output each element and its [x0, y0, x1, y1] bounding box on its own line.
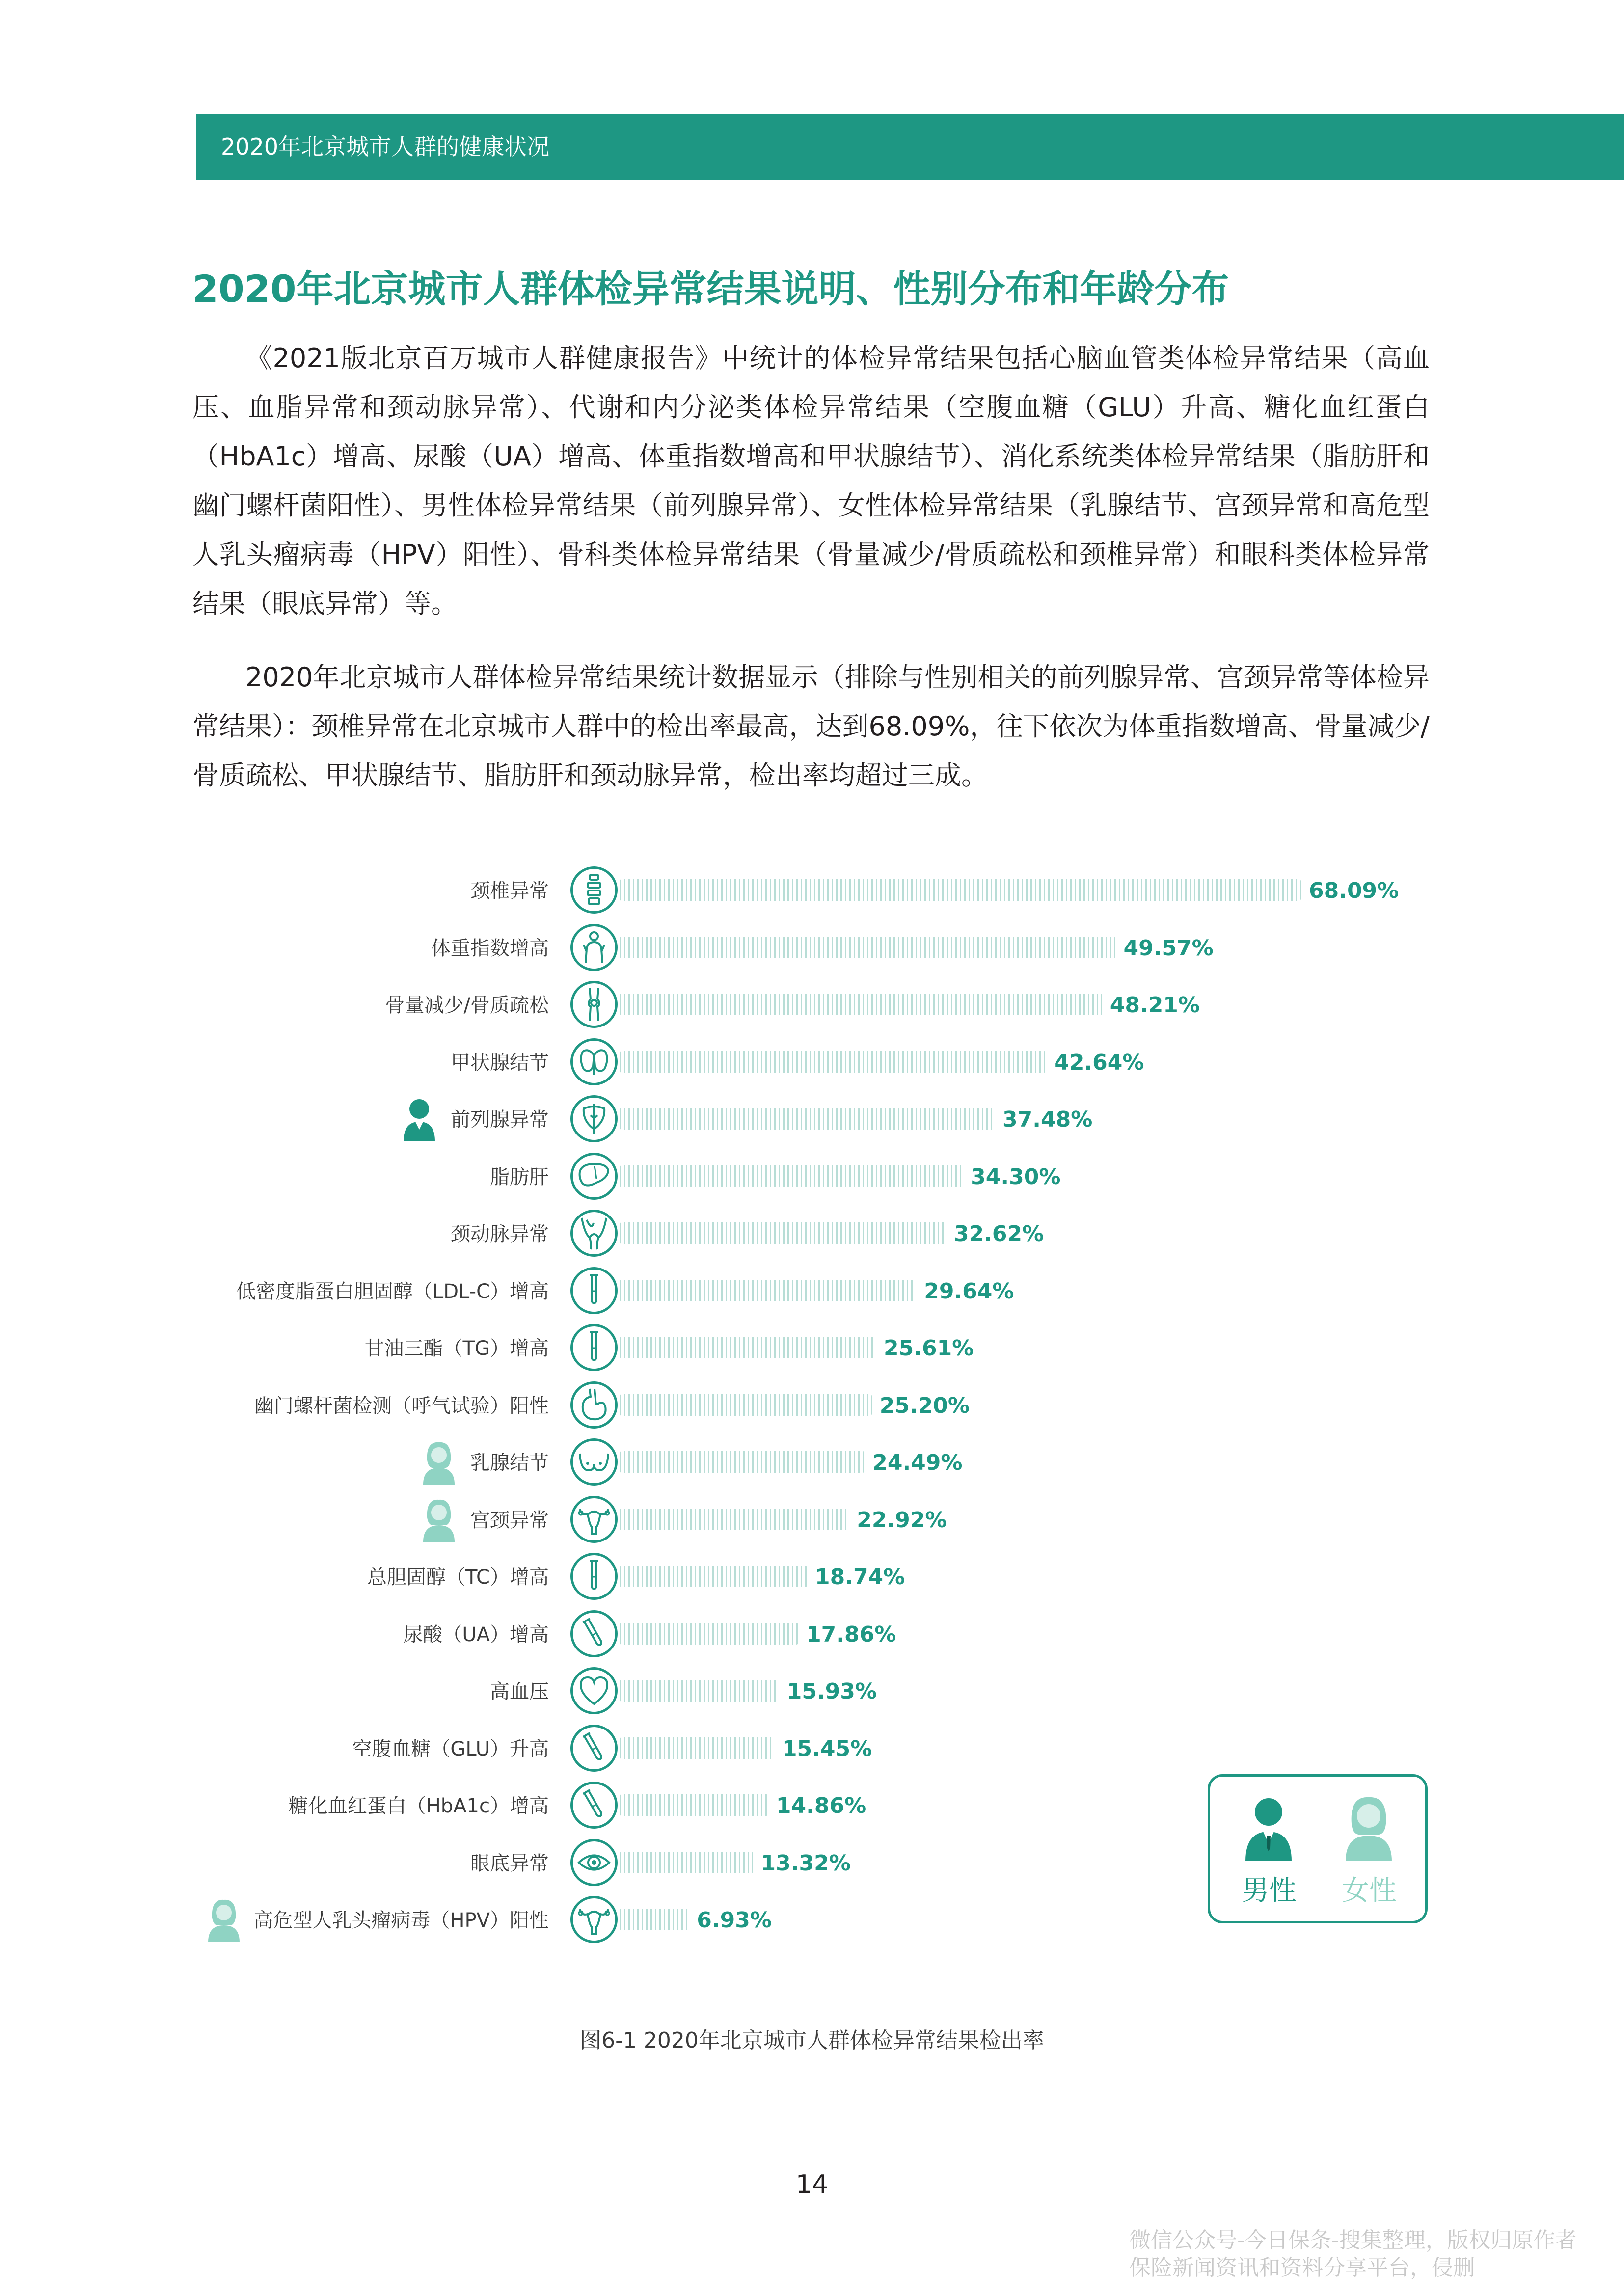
value-label: 29.64%: [924, 1278, 1014, 1304]
breast-icon: [570, 1438, 618, 1486]
value-label: 42.64%: [1054, 1050, 1144, 1075]
uterus-icon: [570, 1496, 618, 1543]
male-person-icon: [402, 1097, 437, 1141]
category-label: 高危型人乳头瘤病毒（HPV）阳性: [253, 1909, 549, 1932]
bar: [620, 1451, 865, 1473]
category-label: 颈动脉异常: [451, 1223, 549, 1245]
uterus-icon: [570, 1896, 618, 1943]
value-label: 18.74%: [815, 1565, 905, 1590]
value-label: 22.92%: [857, 1507, 947, 1533]
chart-row: [0, 981, 1624, 1030]
category-label: 体重指数增高: [431, 937, 549, 960]
category-label: 空腹血糖（GLU）升高: [352, 1737, 549, 1760]
bar: [620, 1794, 768, 1816]
legend-female-label: 女性: [1342, 1875, 1397, 1907]
value-label: 49.57%: [1123, 935, 1214, 961]
category-label: 尿酸（UA）增高: [403, 1623, 549, 1646]
bar: [620, 1852, 753, 1873]
watermark-line-2: 保险新闻资讯和资料分享平台，侵删: [1129, 2255, 1475, 2280]
chart-row: [0, 1667, 1624, 1716]
category-label: 总胆固醇（TC）增高: [367, 1566, 549, 1589]
value-label: 14.86%: [776, 1793, 866, 1818]
chart-row: [0, 1496, 1624, 1545]
bar: [620, 1737, 774, 1759]
section-title: 2020年北京城市人群体检异常结果说明、性别分布和年龄分布: [192, 267, 1229, 311]
chart-row: [0, 1324, 1624, 1373]
category-label: 脂肪肝: [490, 1165, 549, 1189]
chart-row: [0, 1153, 1624, 1202]
page-number: 14: [795, 2170, 829, 2199]
female-person-icon: [206, 1898, 242, 1942]
watermark: [1129, 2227, 1620, 2282]
test-tube-tilted-icon: [570, 1725, 618, 1772]
bar: [620, 1623, 798, 1645]
thyroid-icon: [570, 1038, 618, 1085]
test-tube-icon: [570, 1267, 618, 1314]
bar: [620, 1051, 1046, 1073]
body-paragraph-2: 2020年北京城市人群体检异常结果统计数据显示（排除与性别相关的前列腺异常、宫颈异常等体检异常结果）：颈椎异常在北京城市人群中的检出率最高，达到68.09%，往下依次为体重指数增高、骨量减少/骨质疏松、甲状腺结节、脂肪肝和颈动脉异常，检出率均超过三成。: [192, 662, 1430, 791]
category-label: 甘油三酯（TG）增高: [364, 1337, 549, 1360]
value-label: 13.32%: [760, 1850, 851, 1876]
stomach-icon: [570, 1381, 618, 1429]
knee-icon: [570, 981, 618, 1028]
chart-row: [0, 1267, 1624, 1316]
body-paragraph-1: 《2021版北京百万城市人群健康报告》中统计的体检异常结果包括心脑血管类体检异常结果（高血压、血脂异常和颈动脉异常）、代谢和内分泌类体检异常结果（空腹血糖（GLU）升高、糖化血红蛋白（HbA1c）增高、尿酸（UA）增高、体重指数增高和甲状腺结节）、消化系统类体检异常结果（脂肪肝和幽门螺杆菌阳性）、男性体检异常结果（前列腺异常）、女性体检异常结果（乳腺结节、宫颈异常和高危型人乳头瘤病毒（HPV）阳性）、骨科类体检异常结果（骨量减少/骨质疏松和颈椎异常）和眼科类体检异常结果（眼底异常）等。: [192, 343, 1430, 619]
male-person-icon: [1242, 1794, 1296, 1861]
spine-icon: [570, 866, 618, 914]
bar: [620, 1509, 849, 1530]
bar: [620, 994, 1102, 1015]
bar: [620, 1909, 689, 1930]
category-label: 幽门螺杆菌检测（呼气试验）阳性: [254, 1394, 549, 1417]
legend: [1208, 1774, 1428, 1923]
bar: [620, 1280, 916, 1301]
category-label: 前列腺异常: [451, 1108, 549, 1131]
test-tube-icon: [570, 1324, 618, 1371]
header-title: 2020年北京城市人群的健康状况: [221, 134, 550, 160]
category-label: 低密度脂蛋白胆固醇（LDL-C）增高: [236, 1280, 549, 1303]
chart-row: [0, 1381, 1624, 1431]
bar: [620, 1566, 807, 1587]
category-label: 高血压: [490, 1680, 549, 1703]
value-label: 24.49%: [872, 1450, 963, 1475]
artery-icon: [570, 1210, 618, 1257]
test-tube-tilted-icon: [570, 1610, 618, 1657]
chart-row: [0, 1438, 1624, 1487]
value-label: 17.86%: [806, 1621, 896, 1647]
category-label: 眼底异常: [470, 1852, 549, 1875]
bar: [620, 1108, 995, 1130]
bar: [620, 1222, 946, 1244]
bar: [620, 1165, 963, 1187]
category-label: 宫颈异常: [470, 1509, 549, 1532]
female-person-icon: [421, 1440, 457, 1485]
test-tube-icon: [570, 1553, 618, 1600]
bar: [620, 879, 1301, 901]
bar: [620, 1394, 872, 1416]
chart-row: [0, 1210, 1624, 1259]
legend-male-label: 男性: [1242, 1875, 1297, 1907]
value-label: 37.48%: [1002, 1107, 1093, 1132]
category-label: 颈椎异常: [470, 880, 549, 902]
bar: [620, 1680, 779, 1702]
figure-caption: 图6-1 2020年北京城市人群体检异常结果检出率: [580, 2028, 1044, 2053]
test-tube-tilted-icon: [570, 1782, 618, 1829]
chart-row: [0, 924, 1624, 973]
value-label: 32.62%: [953, 1221, 1044, 1246]
value-label: 48.21%: [1110, 993, 1200, 1018]
category-label: 乳腺结节: [470, 1452, 549, 1474]
category-label: 糖化血红蛋白（HbA1c）增高: [288, 1795, 549, 1817]
female-person-icon: [1342, 1794, 1396, 1861]
value-label: 34.30%: [971, 1164, 1061, 1189]
chart-row: [0, 1095, 1624, 1144]
chart-row: [0, 1725, 1624, 1774]
value-label: 68.09%: [1309, 878, 1399, 903]
liver-icon: [570, 1153, 618, 1200]
watermark-line-1: 微信公众号-今日保条-搜集整理，版权归原作者: [1129, 2228, 1577, 2253]
chart-row: [0, 1553, 1624, 1602]
category-label: 骨量减少/骨质疏松: [385, 994, 549, 1017]
female-person-icon: [421, 1498, 457, 1542]
body-icon: [570, 924, 618, 971]
heart-icon: [570, 1667, 618, 1714]
value-label: 6.93%: [697, 1908, 772, 1933]
value-label: 25.61%: [884, 1336, 974, 1361]
category-label: 甲状腺结节: [451, 1051, 549, 1074]
value-label: 15.93%: [786, 1679, 877, 1704]
value-label: 25.20%: [879, 1393, 970, 1418]
eye-icon: [570, 1839, 618, 1886]
value-label: 15.45%: [782, 1736, 872, 1761]
prostate-icon: [570, 1095, 618, 1142]
chart-row: [0, 1610, 1624, 1659]
chart-row: [0, 866, 1624, 916]
chart-row: [0, 1038, 1624, 1087]
bar: [620, 1337, 876, 1358]
bar: [620, 937, 1115, 958]
